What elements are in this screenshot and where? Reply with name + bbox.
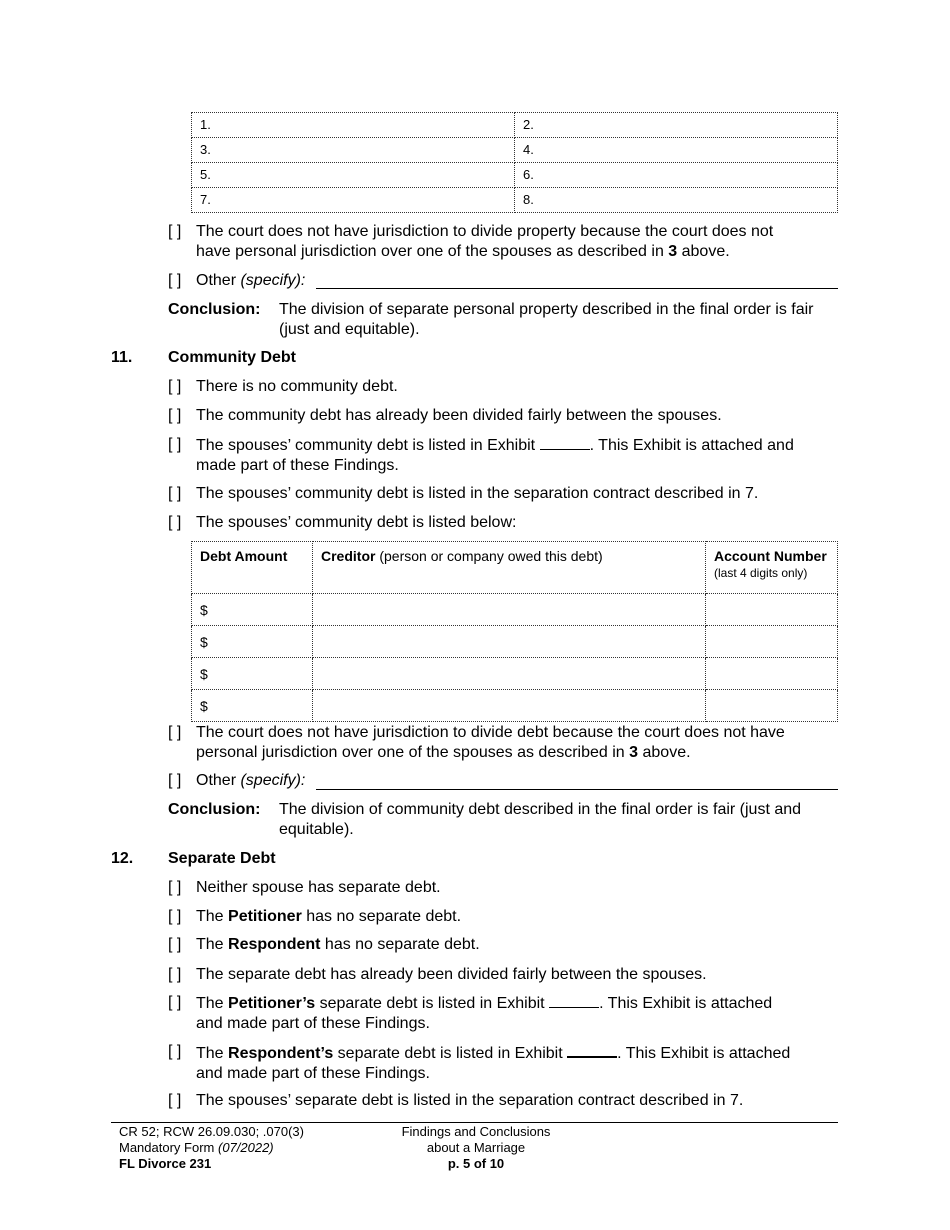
option-text: . This Exhibit is attached and — [589, 437, 794, 454]
option-text: above. — [638, 744, 691, 761]
checkbox[interactable]: [ ] — [168, 936, 182, 953]
option-text: and made part of these Findings. — [196, 1065, 430, 1082]
checkbox[interactable]: [ ] — [168, 994, 182, 1011]
header-note: (person or company owed this debt) — [375, 548, 603, 564]
option-text: personal jurisdiction over one of the spouses as described in — [196, 744, 630, 761]
table-row — [192, 658, 838, 690]
no-jurisdiction-property-option — [196, 222, 846, 262]
option-text: The — [196, 995, 229, 1012]
header-label: Creditor — [321, 548, 376, 564]
footer-title: about a Marriage — [426, 1140, 526, 1155]
option-text: and made part of these Findings. — [196, 1015, 430, 1032]
respondent-debt-exhibit-option — [196, 1042, 846, 1084]
account-number-header — [706, 542, 838, 594]
checkbox[interactable]: [ ] — [168, 1092, 182, 1109]
property-cell[interactable]: 1. — [192, 113, 515, 138]
table-row — [192, 113, 838, 138]
header-label: Account Number — [714, 548, 827, 564]
debt-amount-cell[interactable]: $ — [192, 594, 313, 626]
conclusion-label: Conclusion: — [168, 801, 261, 818]
exhibit-field[interactable] — [549, 993, 599, 1008]
option-text: The court does not have jurisdiction to divide property because the court does not — [196, 223, 774, 240]
conclusion-label: Conclusion: — [168, 301, 261, 318]
exhibit-field[interactable] — [540, 435, 590, 450]
property-cell[interactable]: 3. — [192, 138, 515, 163]
table-row — [192, 163, 838, 188]
option-text: have personal jurisdiction over one of the spouses as described in — [196, 243, 669, 260]
property-list-table — [191, 112, 838, 213]
debt-listed-below-option: The spouses’ community debt is listed below: — [196, 514, 517, 531]
table-row — [192, 138, 838, 163]
property-cell[interactable]: 5. — [192, 163, 515, 188]
creditor-cell[interactable] — [313, 658, 706, 690]
option-text: The spouses’ community debt is listed in Exhibit — [196, 437, 536, 454]
footer-date: (07/2022) — [217, 1140, 274, 1155]
no-separate-debt-option: Neither spouse has separate debt. — [196, 879, 441, 896]
respondent-no-debt-option — [196, 935, 480, 955]
specify-label: (specify): — [240, 772, 306, 789]
checkbox[interactable]: [ ] — [168, 436, 182, 453]
option-text: separate debt is listed in Exhibit — [333, 1045, 563, 1062]
debt-amount-header — [192, 542, 313, 594]
option-text: has no separate debt. — [301, 908, 462, 925]
debt-divided-option: The community debt has already been divided fairly between the spouses. — [196, 407, 722, 424]
option-text: . This Exhibit is attached — [599, 995, 773, 1012]
petitioner-no-debt-option — [196, 907, 461, 927]
checkbox[interactable]: [ ] — [168, 407, 182, 424]
party-name: Petitioner — [228, 908, 302, 925]
header-label: Debt Amount — [200, 548, 288, 564]
option-text: has no separate debt. — [320, 936, 480, 953]
debt-amount-cell[interactable]: $ — [192, 626, 313, 658]
conclusion-line: The division of separate personal property described in the final order is fair — [279, 301, 814, 318]
section-number: 12. — [111, 850, 134, 867]
debt-separation-contract-option: The spouses’ community debt is listed in the separation contract described in 7. — [196, 485, 759, 502]
conclusion-line: (just and equitable). — [279, 321, 420, 338]
property-cell[interactable]: 6. — [515, 163, 838, 188]
creditor-header — [313, 542, 706, 594]
debt-amount-cell[interactable]: $ — [192, 658, 313, 690]
other-specify-field[interactable] — [316, 789, 838, 790]
account-number-cell[interactable] — [706, 626, 838, 658]
footer-center — [380, 1124, 572, 1172]
creditor-cell[interactable] — [313, 626, 706, 658]
checkbox[interactable]: [ ] — [168, 724, 182, 741]
option-text: The — [196, 936, 229, 953]
checkbox[interactable]: [ ] — [168, 514, 182, 531]
footer-left — [119, 1124, 304, 1172]
petitioner-debt-exhibit-option — [196, 993, 846, 1034]
option-text: above. — [677, 243, 730, 260]
other-specify-field[interactable] — [316, 288, 838, 289]
exhibit-field[interactable] — [567, 1042, 617, 1058]
separate-debt-contract-option: The spouses’ separate debt is listed in the separation contract described in 7. — [196, 1092, 744, 1109]
conclusion-line: equitable). — [279, 821, 354, 838]
section-ref: 3 — [629, 744, 639, 761]
checkbox[interactable]: [ ] — [168, 1043, 182, 1060]
creditor-cell[interactable] — [313, 690, 706, 722]
creditor-cell[interactable] — [313, 594, 706, 626]
checkbox[interactable]: [ ] — [168, 485, 182, 502]
checkbox[interactable]: [ ] — [168, 223, 182, 240]
table-row — [192, 690, 838, 722]
checkbox[interactable]: [ ] — [168, 772, 182, 789]
footer-title: Findings and Conclusions — [401, 1124, 551, 1139]
footer-divider — [111, 1122, 838, 1123]
footer-form-id: FL Divorce 231 — [119, 1156, 212, 1171]
account-number-cell[interactable] — [706, 658, 838, 690]
account-number-cell[interactable] — [706, 690, 838, 722]
table-row — [192, 594, 838, 626]
party-name: Petitioner’s — [228, 995, 316, 1012]
header-note: (last 4 digits only) — [714, 566, 808, 580]
conclusion-text — [279, 800, 849, 840]
option-text: The — [196, 908, 229, 925]
checkbox[interactable]: [ ] — [168, 879, 182, 896]
conclusion-line: The division of community debt described in the final order is fair (just and — [279, 801, 802, 818]
checkbox[interactable]: [ ] — [168, 966, 182, 983]
footer-rule: CR 52; RCW 26.09.030; .070(3) — [119, 1124, 304, 1139]
property-cell[interactable]: 8. — [515, 188, 838, 213]
table-header-row — [192, 542, 838, 594]
party-name: Respondent’s — [228, 1045, 334, 1062]
table-row — [192, 626, 838, 658]
option-text: The court does not have jurisdiction to divide debt because the court does not have — [196, 724, 785, 741]
footer-page-number: p. 5 of 10 — [447, 1156, 505, 1171]
other-label: Other — [196, 772, 241, 789]
property-cell[interactable]: 7. — [192, 188, 515, 213]
option-text: made part of these Findings. — [196, 457, 399, 474]
section-number: 11. — [111, 349, 133, 366]
separate-debt-divided-option: The separate debt has already been divided fairly between the spouses. — [196, 966, 707, 983]
checkbox[interactable]: [ ] — [168, 272, 182, 289]
section-ref: 3 — [668, 243, 678, 260]
section-title: Separate Debt — [168, 850, 276, 867]
specify-label: (specify): — [240, 272, 306, 289]
other-option-label — [196, 271, 305, 291]
community-debt-table — [191, 541, 838, 722]
option-text: separate debt is listed in Exhibit — [315, 995, 545, 1012]
no-community-debt-option: There is no community debt. — [196, 378, 398, 395]
other-label: Other — [196, 272, 241, 289]
conclusion-text — [279, 300, 849, 340]
property-cell[interactable]: 2. — [515, 113, 838, 138]
table-row — [192, 188, 838, 213]
debt-exhibit-option — [196, 435, 846, 476]
debt-amount-cell[interactable]: $ — [192, 690, 313, 722]
party-name: Respondent — [228, 936, 321, 953]
account-number-cell[interactable] — [706, 594, 838, 626]
no-jurisdiction-debt-option — [196, 723, 846, 763]
property-cell[interactable]: 4. — [515, 138, 838, 163]
footer-mandatory: Mandatory Form — [119, 1140, 218, 1155]
checkbox[interactable]: [ ] — [168, 908, 182, 925]
other-option-label — [196, 771, 305, 791]
option-text: . This Exhibit is attached — [617, 1045, 791, 1062]
checkbox[interactable]: [ ] — [168, 378, 182, 395]
section-title: Community Debt — [168, 349, 296, 366]
option-text: The — [196, 1045, 229, 1062]
